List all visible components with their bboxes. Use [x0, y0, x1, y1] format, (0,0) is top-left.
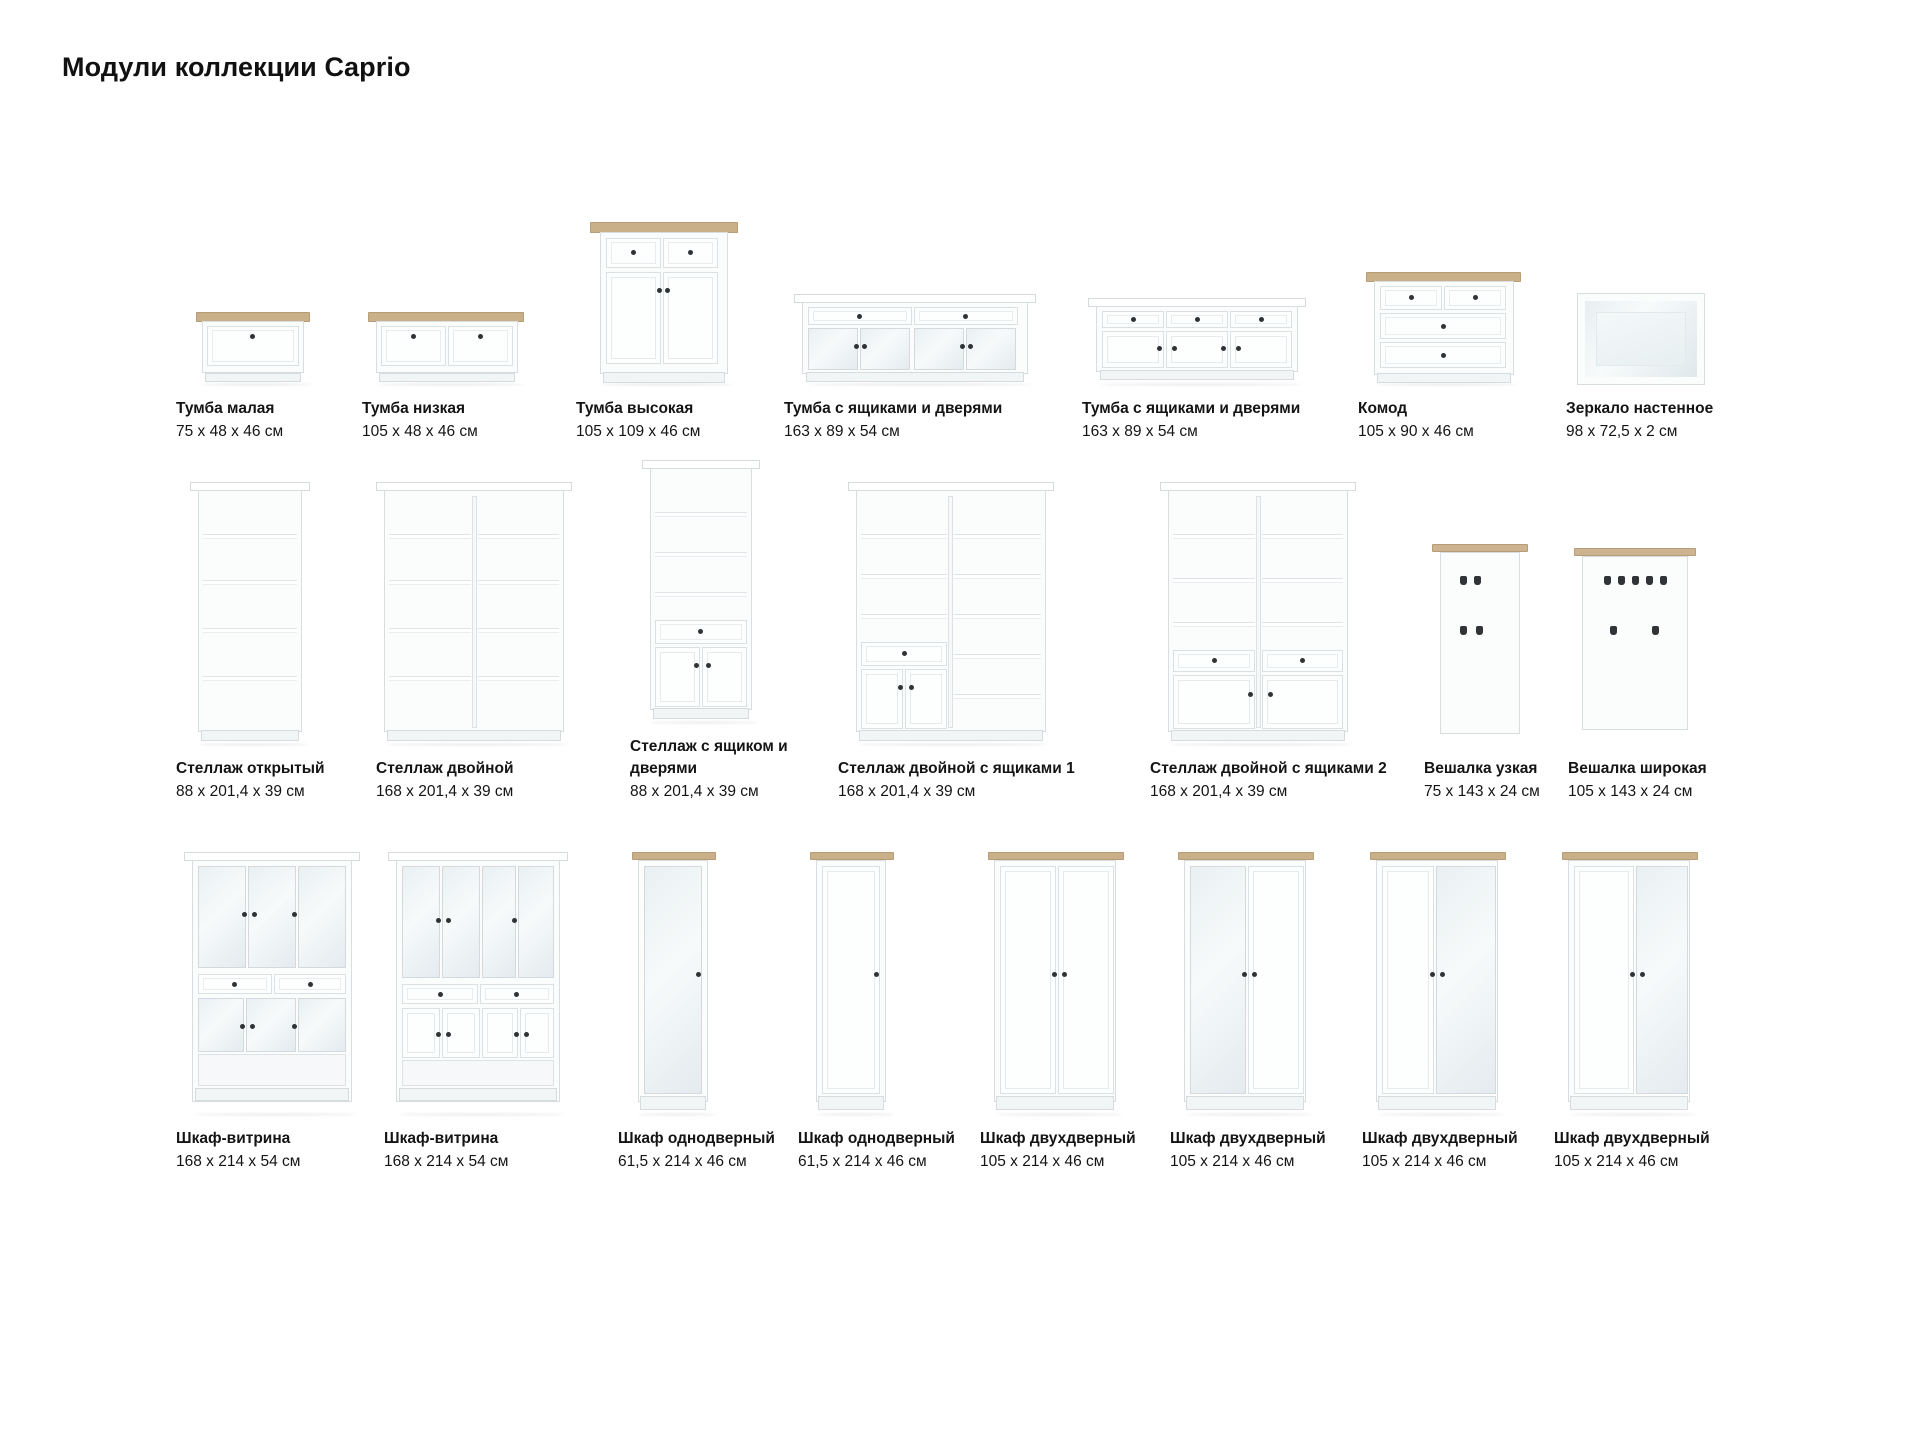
module-name: Тумба высокая	[576, 400, 694, 418]
module-card	[1554, 846, 1740, 1173]
module-card	[1566, 184, 1766, 443]
module-caption	[1170, 1128, 1326, 1173]
module-name: Вешалка широкая	[1568, 760, 1707, 778]
cabinet-low-icon	[362, 224, 540, 384]
sideboard-solid-doors-icon	[1082, 184, 1344, 384]
module-caption	[1150, 758, 1387, 803]
module-caption	[1358, 398, 1474, 443]
module-name: Шкаф двухдверный	[1362, 1130, 1518, 1148]
module-caption	[362, 398, 478, 443]
module-name: Шкаф двухдверный	[1170, 1130, 1326, 1148]
module-caption	[1554, 1128, 1710, 1173]
module-caption	[798, 1128, 955, 1173]
wardrobe-two-door-mirror-right-icon	[1554, 846, 1740, 1114]
module-grid	[56, 143, 1864, 1173]
module-caption	[838, 758, 1075, 803]
module-caption	[630, 736, 830, 803]
module-dims: 168 x 214 x 54 см	[176, 1152, 301, 1170]
module-dims: 61,5 x 214 x 46 см	[618, 1152, 747, 1170]
module-dims: 105 x 214 x 46 см	[1170, 1152, 1295, 1170]
wardrobe-one-door-mirror-icon	[618, 846, 790, 1114]
module-name: Тумба низкая	[362, 400, 466, 418]
chest-of-drawers-icon	[1358, 184, 1550, 384]
module-dims: 75 x 143 x 24 см	[1424, 782, 1540, 800]
module-card	[1424, 476, 1554, 803]
module-caption	[1362, 1128, 1518, 1173]
module-dims: 105 x 90 x 46 см	[1358, 422, 1474, 440]
module-name: Шкаф-витрина	[384, 1130, 499, 1148]
module-card	[576, 184, 762, 443]
module-card	[1358, 184, 1550, 443]
module-card	[784, 184, 1074, 443]
module-name: Вешалка узкая	[1424, 760, 1538, 778]
module-dims: 105 x 214 x 46 см	[1554, 1152, 1679, 1170]
module-name: Стеллаж с ящиком и дверями	[630, 737, 788, 778]
shelving-double-drawers-1-icon	[838, 476, 1108, 744]
module-caption	[376, 758, 514, 803]
module-dims: 88 x 201,4 x 39 см	[630, 782, 759, 800]
module-row-2	[56, 443, 1864, 803]
module-name: Стеллаж двойной	[376, 760, 514, 778]
module-dims: 168 x 201,4 x 39 см	[838, 782, 976, 800]
module-card	[176, 846, 366, 1173]
module-name: Тумба с ящиками и дверями	[1082, 400, 1301, 418]
module-card	[618, 846, 790, 1173]
module-card	[176, 224, 348, 443]
wall-mirror-icon	[1566, 184, 1766, 384]
module-caption	[1568, 758, 1707, 803]
module-caption	[1082, 398, 1300, 443]
module-caption	[176, 758, 325, 803]
module-dims: 168 x 201,4 x 39 см	[376, 782, 514, 800]
shelving-drawer-doors-icon	[630, 454, 830, 722]
module-caption	[384, 1128, 508, 1173]
wardrobe-two-door-mirror-left-icon	[1170, 846, 1356, 1114]
module-caption	[1424, 758, 1540, 803]
module-caption	[784, 398, 1002, 443]
module-row-1	[56, 143, 1864, 443]
module-caption	[576, 398, 700, 443]
module-name: Стеллаж двойной с ящиками 1	[838, 760, 1075, 778]
wardrobe-two-door-mirror-center-icon	[1362, 846, 1548, 1114]
cabinet-small-icon	[176, 224, 348, 384]
display-cabinet-2-icon	[384, 846, 582, 1114]
module-card	[630, 454, 830, 803]
module-caption	[618, 1128, 775, 1173]
module-card	[376, 476, 598, 803]
module-name: Шкаф-витрина	[176, 1130, 291, 1148]
module-name: Тумба малая	[176, 400, 275, 418]
module-dims: 88 x 201,4 x 39 см	[176, 782, 305, 800]
module-card	[384, 846, 582, 1173]
module-card	[1082, 184, 1344, 443]
module-dims: 168 x 201,4 x 39 см	[1150, 782, 1288, 800]
module-caption	[176, 1128, 300, 1173]
module-dims: 105 x 143 x 24 см	[1568, 782, 1693, 800]
module-card	[362, 224, 540, 443]
module-card	[176, 476, 366, 803]
module-dims: 163 x 89 x 54 см	[1082, 422, 1198, 440]
shelving-double-drawers-2-icon	[1150, 476, 1412, 744]
module-card	[1362, 846, 1548, 1173]
display-cabinet-1-icon	[176, 846, 366, 1114]
module-dims: 163 x 89 x 54 см	[784, 422, 900, 440]
module-dims: 105 x 214 x 46 см	[1362, 1152, 1487, 1170]
module-card	[980, 846, 1164, 1173]
page-title: Модули коллекции Caprio	[62, 52, 411, 82]
cabinet-tall-icon	[576, 184, 762, 384]
shelving-open-icon	[176, 476, 366, 744]
shelving-double-icon	[376, 476, 598, 744]
module-name: Стеллаж открытый	[176, 760, 325, 778]
module-row-3	[56, 803, 1864, 1173]
coat-rack-wide-icon	[1568, 476, 1744, 744]
module-card	[1150, 476, 1412, 803]
module-name: Зеркало настенное	[1566, 400, 1714, 418]
module-name: Стеллаж двойной с ящиками 2	[1150, 760, 1387, 778]
sideboard-glass-doors-icon	[784, 184, 1074, 384]
module-name: Шкаф двухдверный	[1554, 1130, 1710, 1148]
wardrobe-two-door-icon	[980, 846, 1164, 1114]
module-caption	[980, 1128, 1136, 1173]
module-dims: 105 x 109 x 46 см	[576, 422, 701, 440]
module-caption	[1566, 398, 1713, 443]
module-dims: 168 x 214 x 54 см	[384, 1152, 509, 1170]
module-caption	[176, 398, 283, 443]
module-name: Комод	[1358, 400, 1408, 418]
module-dims: 105 x 214 x 46 см	[980, 1152, 1105, 1170]
module-name: Тумба с ящиками и дверями	[784, 400, 1003, 418]
wardrobe-one-door-icon	[798, 846, 976, 1114]
module-dims: 105 x 48 x 46 см	[362, 422, 478, 440]
module-card	[798, 846, 976, 1173]
module-dims: 98 x 72,5 x 2 см	[1566, 422, 1678, 440]
module-name: Шкаф однодверный	[798, 1130, 955, 1148]
module-dims: 61,5 x 214 x 46 см	[798, 1152, 927, 1170]
module-card	[1170, 846, 1356, 1173]
coat-rack-narrow-icon	[1424, 476, 1554, 744]
module-card	[838, 476, 1108, 803]
module-dims: 75 x 48 x 46 см	[176, 422, 284, 440]
module-card	[1568, 476, 1744, 803]
module-name: Шкаф двухдверный	[980, 1130, 1136, 1148]
module-name: Шкаф однодверный	[618, 1130, 775, 1148]
